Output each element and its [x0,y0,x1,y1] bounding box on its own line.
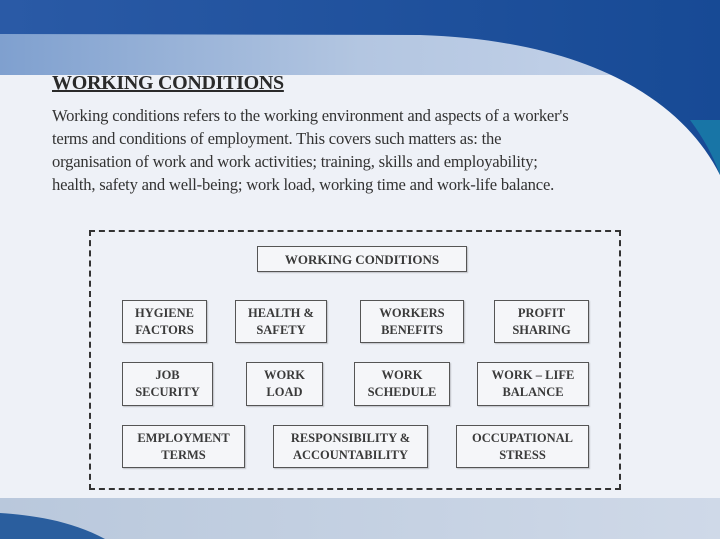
box-work-load [246,362,323,406]
box-responsibility-accountability [273,425,428,468]
box-employment-terms [122,425,245,468]
box-label: WORK LOAD [264,368,305,399]
box-label: WORK SCHEDULE [367,368,437,399]
box-hygiene-factors [122,300,207,343]
box-job-security [122,362,213,406]
box-label: RESPONSIBILITY & ACCOUNTABILITY [290,430,411,462]
diagram-title-box [257,246,467,272]
paragraph-line: health, safety and well-being; work load, working time and work-life balance. [52,175,555,194]
box-label: OCCUPATIONAL STRESS [472,430,573,462]
diagram-title: WORKING CONDITIONS [284,251,440,267]
box-work-schedule [354,362,450,406]
box-work-life-balance [477,362,589,406]
box-label: PROFIT SHARING [512,305,571,337]
box-occupational-stress [456,425,589,468]
paragraph-line: Working conditions refers to the working environment and aspects of a worker's [52,106,569,125]
box-label: HEALTH & SAFETY [248,305,314,337]
box-label: JOB SECURITY [135,368,200,399]
box-label: WORK – LIFE BALANCE [491,368,575,399]
box-label: HYGIENE FACTORS [134,305,195,337]
box-profit-sharing [494,300,589,343]
box-health-safety [235,300,327,343]
slide-paragraph [52,104,652,196]
paragraph-line: terms and conditions of employment. This covers such matters as: the [52,129,502,148]
paragraph-line: organisation of work and work activities; training, skills and employability; [52,152,538,171]
box-workers-benefits [360,300,464,343]
slide-heading: WORKING CONDITIONS [52,72,284,94]
box-label: EMPLOYMENT TERMS [137,430,230,462]
box-label: WORKERS BENEFITS [379,305,445,337]
